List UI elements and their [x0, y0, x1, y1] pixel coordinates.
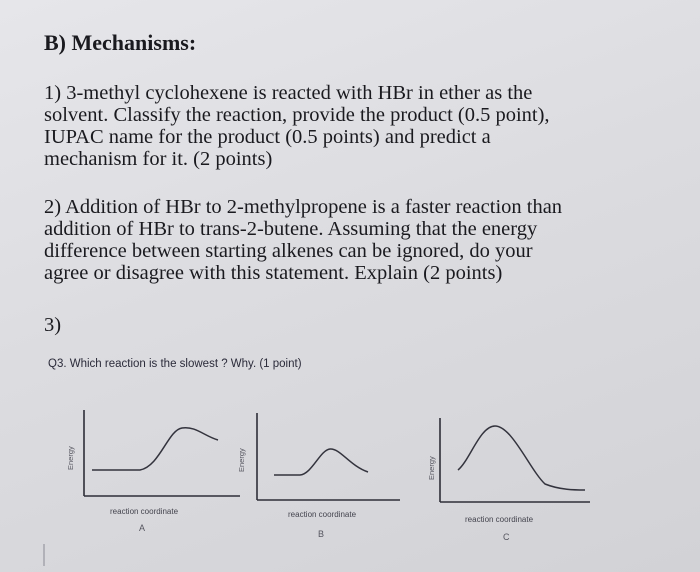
- diagram-b-caption: B: [318, 529, 325, 539]
- diagram-b-energy-curve: [274, 449, 368, 475]
- diagram-a-caption: A: [139, 523, 146, 533]
- diagram-a-y-label: Energy: [66, 446, 75, 470]
- question-2-line-4: agree or disagree with this statement. Explain (2 points): [44, 262, 503, 284]
- diagram-c-caption: C: [503, 532, 510, 542]
- energy-diagram-b: [237, 413, 400, 539]
- diagram-c-x-label: reaction coordinate: [465, 515, 534, 524]
- energy-diagram-a: [66, 410, 240, 533]
- question-2-line-2: addition of HBr to trans-2-butene. Assuming that the energy: [44, 218, 538, 240]
- question-1-line-3: IUPAC name for the product (0.5 points) and predict a: [44, 126, 491, 148]
- question-2-line-3: difference between starting alkenes can be ignored, do your: [44, 240, 533, 262]
- question-3-prompt: Q3. Which reaction is the slowest ? Why. (1 point): [48, 358, 302, 370]
- question-1-line-1: 1) 3-methyl cyclohexene is reacted with HBr in ether as the: [44, 82, 533, 104]
- diagram-b-y-label: Energy: [237, 448, 246, 472]
- diagram-a-energy-curve: [92, 428, 218, 470]
- section-heading: B) Mechanisms:: [44, 30, 197, 55]
- diagram-c-y-label: Energy: [427, 456, 436, 480]
- question-3-number: 3): [44, 314, 62, 336]
- question-1-line-2: solvent. Classify the reaction, provide the product (0.5 point),: [44, 104, 550, 126]
- diagram-c-energy-curve: [458, 426, 585, 490]
- diagram-b-x-label: reaction coordinate: [288, 510, 357, 519]
- energy-diagram-c: [427, 418, 590, 542]
- question-1-line-4: mechanism for it. (2 points): [44, 148, 273, 170]
- question-2-line-1: 2) Addition of HBr to 2-methylpropene is a faster reaction than: [44, 196, 563, 218]
- diagram-a-x-label: reaction coordinate: [110, 507, 179, 516]
